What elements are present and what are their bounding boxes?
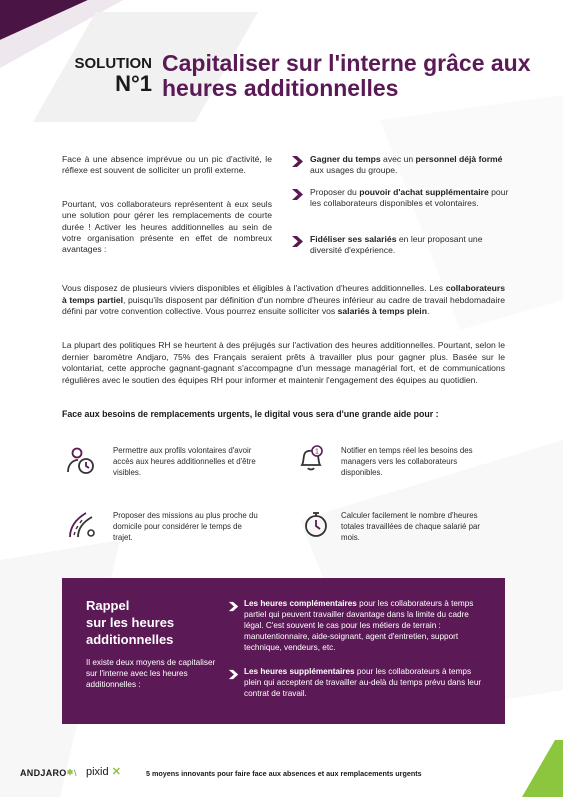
reminder-item-complementary: Les heures complémentaires pour les collaborateurs à temps partiel qui peuvent travailler davantage dans la limite du cadre légal. C'est souvent le cas pour les métiers de terrain : manutentionnaire, aide-soignant, agent d'entretien, support technique, vendeurs, etc. <box>228 598 490 653</box>
chevron-right-icon <box>228 601 239 612</box>
feature-text-2: Notifier en temps réel les besoins des managers vers les collaborateurs disponibles. <box>341 446 473 477</box>
feature-icon-4 <box>301 509 331 544</box>
intro-paragraph-2: Pourtant, vos collaborateurs représentent à eux seuls une solution pour gérer les remplacements de courte durée ! Activer les heures additionnelles au sein de votre organisation présente en effet de nombreux avantages : <box>62 199 272 255</box>
profile-clock-icon <box>66 445 96 475</box>
logo-separator: \ <box>74 768 77 778</box>
page-title: Capitaliser sur l'interne grâce aux heures additionnelles <box>162 50 531 101</box>
feature-icon-2 <box>296 443 326 478</box>
solution-word: SOLUTION <box>74 55 152 72</box>
andjaro-logo: ANDJARO✱ <box>20 768 74 778</box>
svg-text:1: 1 <box>315 448 319 456</box>
chevron-right-icon <box>228 669 239 680</box>
solution-number: N°1 <box>115 71 152 96</box>
digital-lead-sentence: Face aux besoins de remplacements urgents, le digital vous sera d'une grande aide pour : <box>62 409 439 419</box>
feature-text-4: Calculer facilement le nombre d'heures totales travaillées de chaque salarié par mois. <box>341 511 481 542</box>
chevron-right-icon <box>291 155 304 168</box>
stopwatch-icon <box>301 509 331 539</box>
intro-paragraph-1: Face à une absence imprévue ou un pic d'activité, le réflexe est souvent de solliciter un profil externe. <box>62 154 272 176</box>
body-paragraph-1: Vous disposez de plusieurs viviers disponibles et éligibles à l'activation d'heures additionnelles. Les collaborateurs à temps partiel, puisqu'ils disposent par définition d'un nombre d'heures inférieur au cadre de travail hebdomadaire défini par votre convention collective. Vous pourrez ensuite solliciter vos salariés à temps plein. <box>62 283 505 316</box>
reminder-item-overtime: Les heures supplémentaires pour les collaborateurs à temps plein qui acceptent de travailler au-delà du temps prévu dans leur contrat de travail. <box>228 666 490 699</box>
advantage-item-purchasing-power: Proposer du pouvoir d'achat supplémentaire pour les collaborateurs disponibles et volontaires. <box>291 187 513 210</box>
page-number: 4 <box>529 767 535 776</box>
footer-text: 5 moyens innovants pour faire face aux absences et aux remplacements urgents <box>146 769 422 778</box>
feature-icon-3 <box>66 509 96 544</box>
feature-icon-1 <box>66 445 96 480</box>
advantage-item-time: Gagner du temps avec un personnel déjà formé aux usages du groupe. <box>291 154 513 177</box>
pixid-mark-icon: ✕ <box>111 766 121 778</box>
reminder-intro: Il existe deux moyens de capitaliser sur l'interne avec les heures additionnelles : <box>86 658 216 689</box>
feature-text-1: Permettre aux profils volontaires d'avoir accès aux heures additionnelles et d'être visibles. <box>113 446 256 477</box>
road-location-icon <box>66 509 96 539</box>
reminder-title: Rappel sur les heures additionnelles <box>86 598 175 647</box>
chevron-right-icon <box>291 235 304 248</box>
advantage-item-loyalty: Fidéliser ses salariés en leur proposant une diversité d'expérience. <box>291 234 513 257</box>
feature-text-3: Proposer des missions au plus proche du domicile pour considérer le temps de trajet. <box>113 511 258 542</box>
solution-label <box>64 55 152 96</box>
chevron-right-icon <box>291 188 304 201</box>
advantage-bold: Gagner du temps <box>310 154 381 164</box>
pixid-logo: pixid ✕ <box>86 766 121 778</box>
star-icon: ✱ <box>66 768 74 777</box>
body-paragraph-2: La plupart des politiques RH se heurtent à des préjugés sur l'activation des heures additionnelles. Pourtant, selon le dernier baromètre Andjaro, 75% des Français seraient prêts à travailler plus pour gagner plus. Basée sur le volontariat, cette approche gagnant-gagnant s'accompagne d'un message managérial fort, et de communications régulières avec le soutien des équipes RH pour informer et maintenir l'engagement des équipes au quotidien. <box>62 340 505 385</box>
bell-notification-icon <box>296 443 326 473</box>
